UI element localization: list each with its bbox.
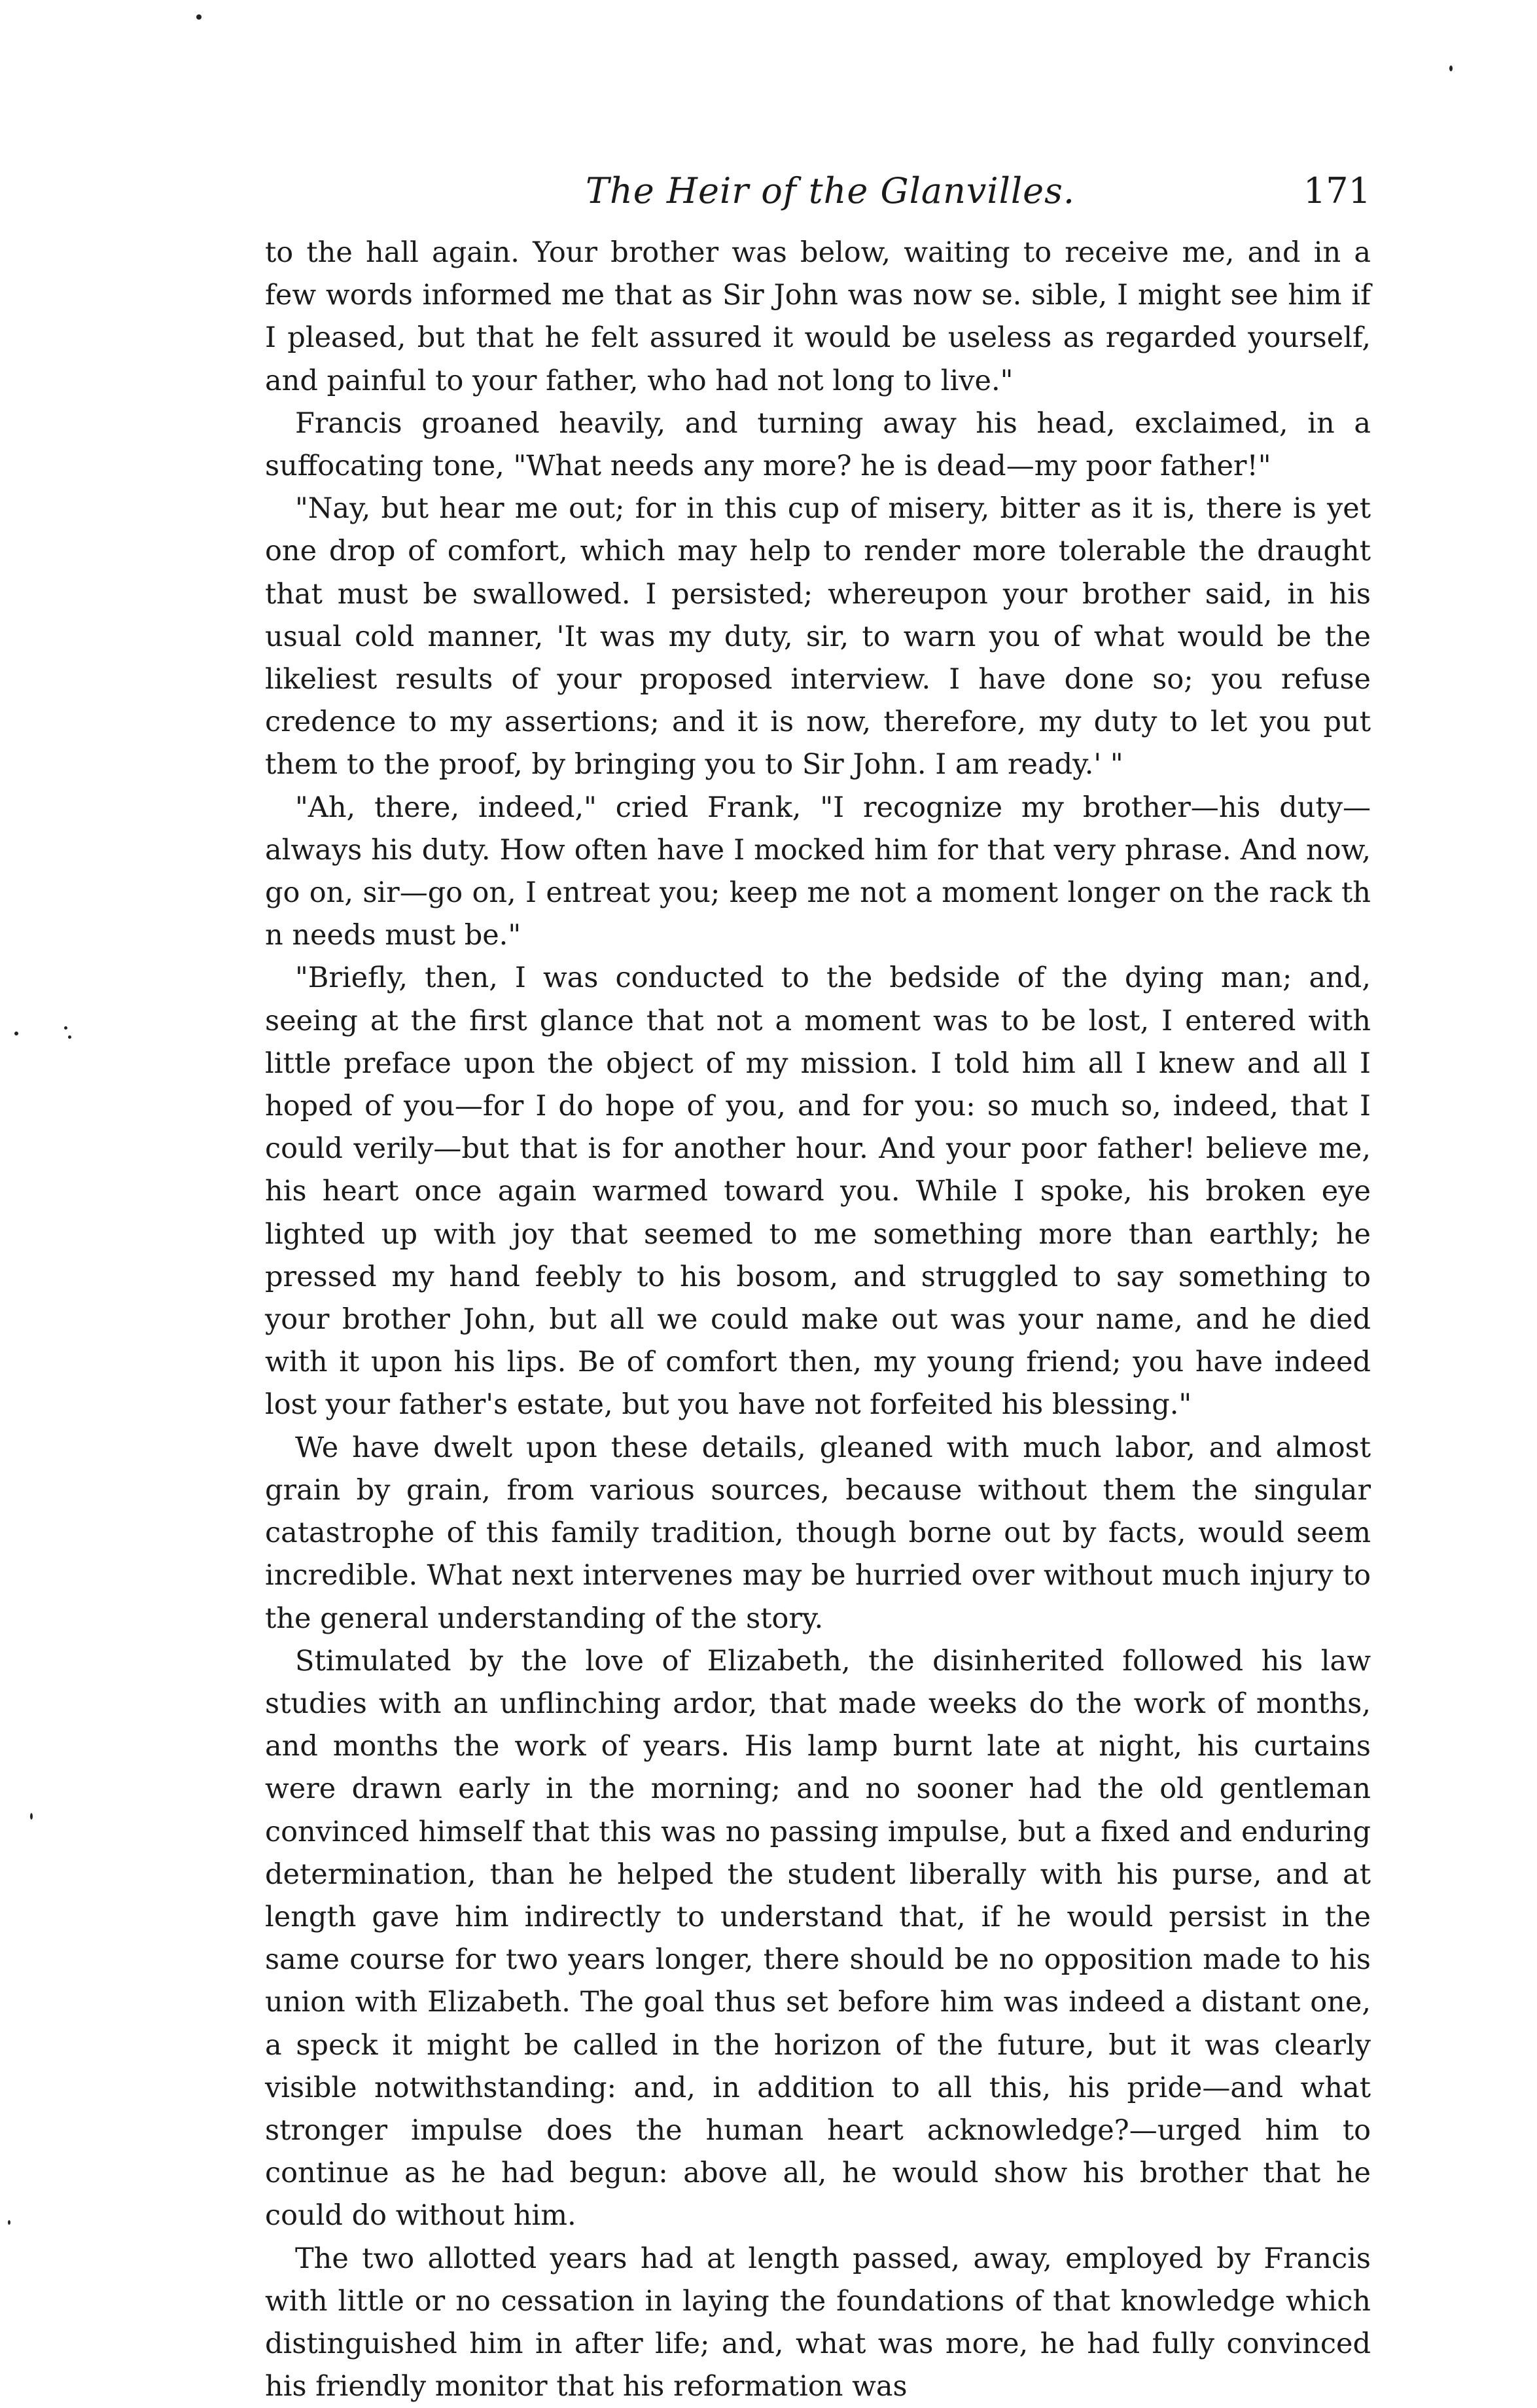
paragraph: "Ah, there, indeed," cried Frank, "I recognize my brother—his duty—always his duty. How often have I mocked him for that very phrase. And now, go on, sir—go on, I entreat you; keep me not a moment longer on the rack th n needs must be.": [265, 791, 1371, 952]
margin-speck: [8, 2220, 10, 2225]
margin-speck: [30, 1813, 33, 1820]
page-number: 171: [1303, 170, 1371, 211]
paragraph: Francis groaned heavily, and turning away his head, exclaimed, in a suffocating tone, "What needs any more? he is dead—my poor father!": [265, 406, 1371, 483]
paragraph: to the hall again. Your brother was below, waiting to receive me, and in a few words informed me that as Sir John was now se. sible, I might see him if I pleased, but that he felt assured it would be useless as regarded yourself, and painful to your father, who had not long to live.": [265, 236, 1371, 397]
margin-speck: [68, 1035, 71, 1039]
paragraph: We have dwelt upon these details, gleaned with much labor, and almost grain by grain, from various sources, because without them the singular catastrophe of this family tradition, though borne out by facts, would seem incredible. What next intervenes may be hurried over without much injury to the general understanding of the story.: [265, 1431, 1371, 1635]
paragraph: "Nay, but hear me out; for in this cup of misery, bitter as it is, there is yet one drop of comfort, which may help to render more tolerable the draught that must be swallowed. I persisted; whereupon your brother said, in his usual cold manner, 'It was my duty, sir, to warn you of what would be the likeliest results of your proposed interview. I have done so; you refuse credence to my assertions; and it is now, therefore, my duty to let you put them to the proof, by bringing you to Sir John. I am ready.' ": [265, 492, 1371, 782]
margin-speck: [64, 1026, 67, 1030]
running-head: [265, 170, 1371, 223]
body-text: [265, 232, 1371, 2408]
paragraph: The two allotted years had at length passed, away, employed by Francis with little or no cessation in laying the foundations of that knowledge which distinguished him in after life; and, what was more, he had fully convinced his friendly monitor that his reformation was: [265, 2242, 1371, 2403]
book-page: [265, 170, 1371, 2408]
margin-speck: [196, 14, 202, 20]
margin-speck: [1449, 65, 1453, 71]
margin-speck: [14, 1032, 18, 1035]
running-title: The Heir of the Glanvilles.: [586, 170, 1076, 211]
paragraph: Stimulated by the love of Elizabeth, the disinherited followed his law studies with an unflinching ardor, that made weeks do the work of months, and months the work of years. His lamp burnt late at night, his curtains were drawn early in the morning; and no sooner had the old gentleman convinced himself that this was no passing impulse, but a fixed and enduring determination, than he helped the student liberally with his purse, and at length gave him indirectly to understand that, if he would persist in the same course for two years longer, there should be no opposition made to his union with Elizabeth. The goal thus set before him was indeed a distant one, a speck it might be called in the horizon of the future, but it was clearly visible notwithstanding: and, in addition to all this, his pride—and what stronger impulse does the human heart acknowledge?—urged him to continue as he had begun: above all, he would show his brother that he could do without him.: [265, 1644, 1371, 2233]
paragraph: "Briefly, then, I was conducted to the bedside of the dying man; and, seeing at the first glance that not a moment was to be lost, I entered with little preface upon the object of my mission. I told him all I knew and all I hoped of you—for I do hope of you, and for you: so much so, indeed, that I could verily—but that is for another hour. And your poor father! believe me, his heart once again warmed toward you. While I spoke, his broken eye lighted up with joy that seemed to me something more than earthly; he pressed my hand feebly to his bosom, and struggled to say something to your brother John, but all we could make out was your name, and he died with it upon his lips. Be of comfort then, my young friend; you have indeed lost your father's estate, but you have not forfeited his blessing.": [265, 961, 1371, 1422]
